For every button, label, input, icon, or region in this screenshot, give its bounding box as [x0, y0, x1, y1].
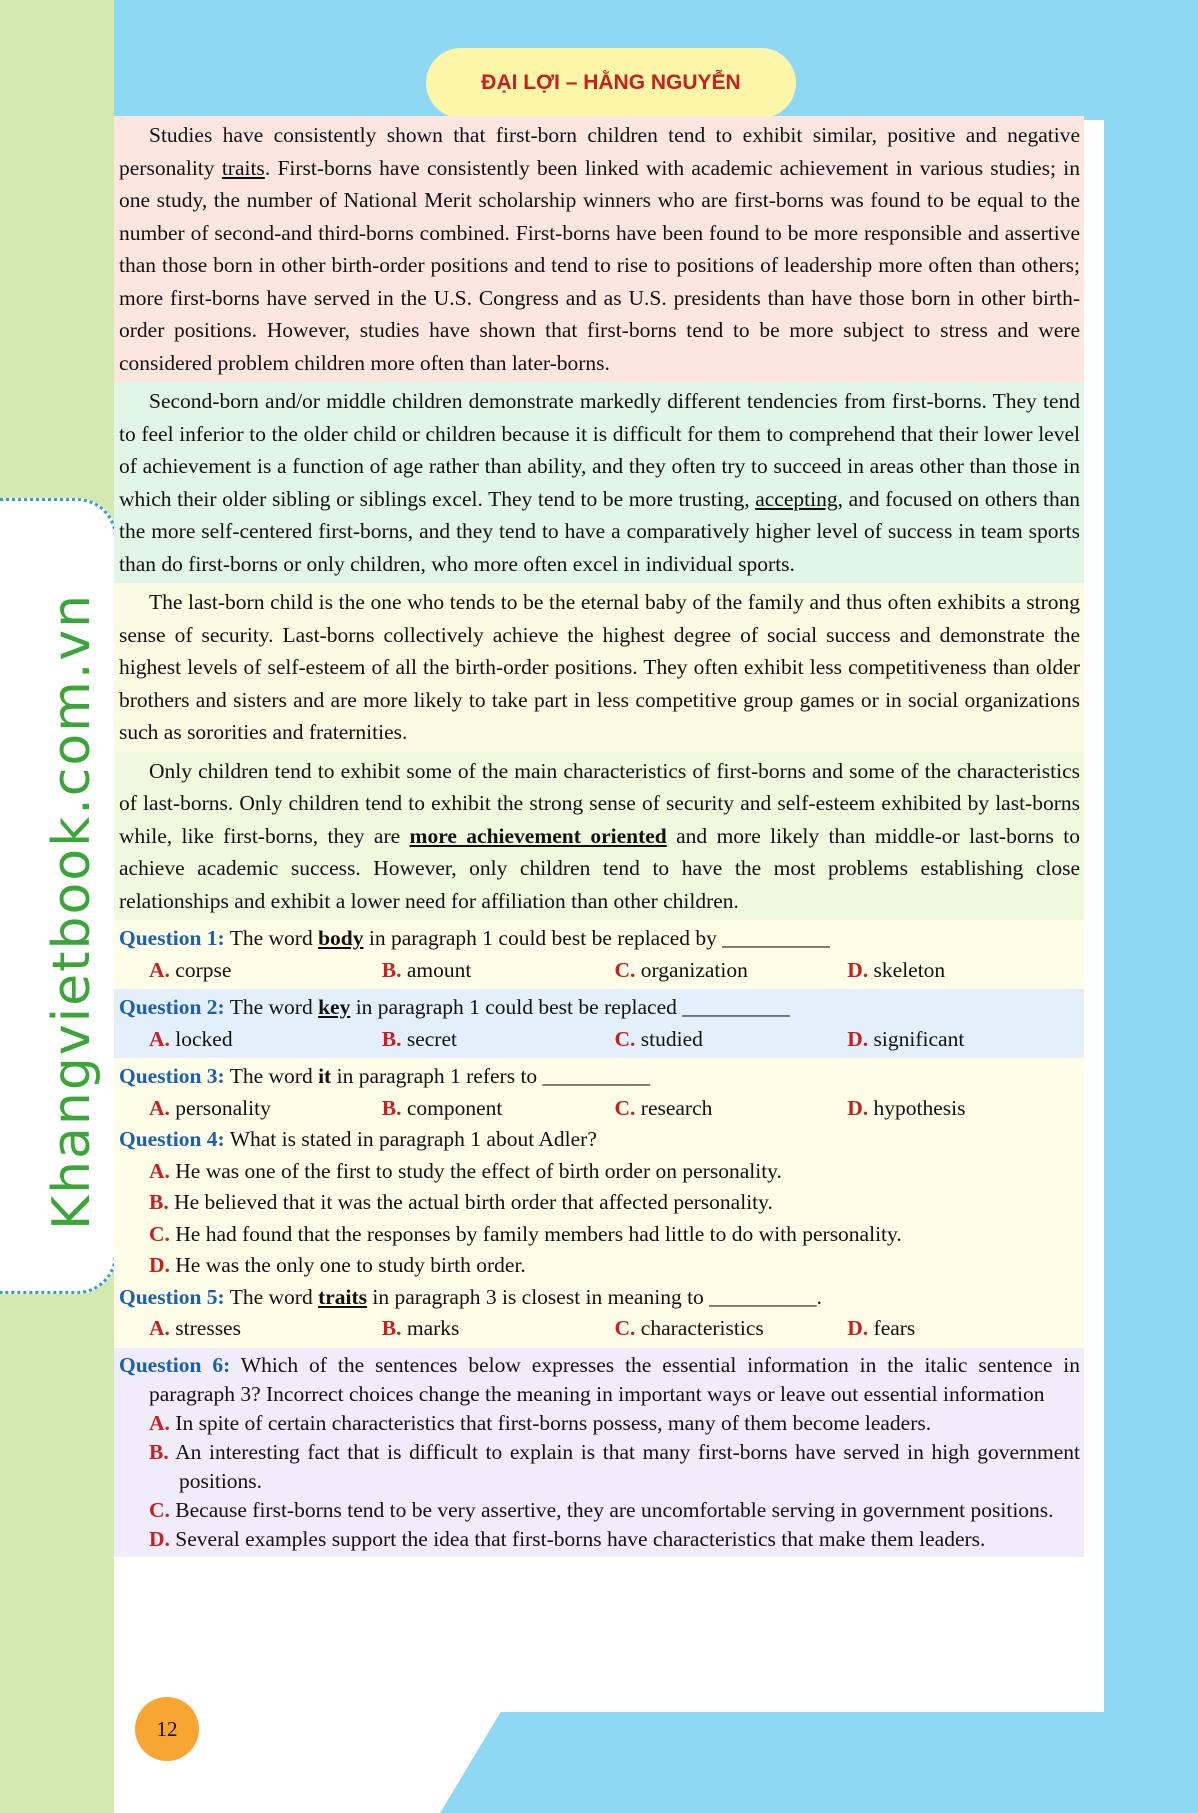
- question-6-stem: Question 6: Which of the sentences below expresses the essential information in the italic sentence in paragraph 3? Incorrect choices change the meaning in important ways or leave out essential information: [119, 1352, 1080, 1406]
- option-a[interactable]: A. locked: [149, 1026, 233, 1051]
- question-stem: Question 1: The word body in paragraph 1 could best be replaced by __________: [119, 926, 830, 950]
- option-a[interactable]: A. corpse: [149, 957, 232, 982]
- options: [119, 955, 1080, 987]
- question-4-stem: Question 4: What is stated in paragraph 1 about Adler?: [119, 1127, 597, 1151]
- website-watermark: Khangvietbook.com.vn: [42, 592, 102, 1230]
- option-b[interactable]: B. He believed that it was the actual birth order that affected personality.: [149, 1190, 773, 1214]
- options: [119, 1024, 1080, 1056]
- underlined-phrase: more achievement oriented: [409, 823, 667, 848]
- option-d[interactable]: D. skeleton: [847, 957, 946, 982]
- option-c[interactable]: C. characteristics: [614, 1316, 764, 1340]
- option-b[interactable]: B. component: [381, 1095, 503, 1120]
- option-c[interactable]: C. studied: [614, 1026, 703, 1051]
- page-number: 12: [135, 1697, 199, 1761]
- option-d[interactable]: D. fears: [847, 1316, 916, 1340]
- option-a[interactable]: A. He was one of the first to study the effect of birth order on personality.: [149, 1158, 782, 1183]
- header-title: ĐẠI LỢI – HẰNG NGUYỄN: [426, 48, 796, 118]
- option-c[interactable]: C. organization: [614, 957, 748, 982]
- option-d[interactable]: D. Several examples support the idea that first-borns have characteristics that make them leaders.: [149, 1526, 986, 1551]
- option-b[interactable]: B. amount: [381, 957, 472, 982]
- question-6: [114, 1348, 1084, 1557]
- question-5-options: [119, 1313, 1080, 1345]
- option-b[interactable]: B. marks: [381, 1316, 460, 1340]
- option-d[interactable]: D. hypothesis: [847, 1095, 966, 1120]
- option-a[interactable]: A. stresses: [149, 1316, 241, 1340]
- paragraph-1: Studies have consistently shown that first-born children tend to exhibit similar, positive and negative personality traits. First-borns have consistently been linked with academic achievement in various studies; in one study, the number of National Merit scholarship winners who are first-borns was found to be equal to the number of second-and third-borns combined. First-borns have been found to be more responsible and assertive than those born in other birth-order positions and tend to rise to positions of leadership more often than others; more first-borns have served in the U.S. Congress and as U.S. presidents than have those born in other birth-order positions. However, studies have shown that first-borns tend to be more subject to stress and were considered problem children more often than later-borns.: [114, 116, 1084, 382]
- option-c[interactable]: C. research: [614, 1095, 713, 1120]
- question-1: [114, 920, 1084, 989]
- bottom-wave: [440, 1712, 1198, 1813]
- paragraph-2: Second-born and/or middle children demonstrate markedly different tendencies from first-borns. They tend to feel inferior to the older child or children because it is difficult for them to comprehend that their lower level of achievement is a function of age rather than ability, and they often try to succeed in areas other than those in which their older sibling or siblings excel. They tend to be more trusting, accepting, and focused on others than the more self-centered first-borns, and they tend to have a comparatively higher level of success in team sports than do first-borns or only children, who more often excel in individual sports.: [114, 382, 1084, 583]
- option-a[interactable]: A. personality: [149, 1095, 271, 1120]
- option-d[interactable]: D. He was the only one to study birth order.: [149, 1253, 526, 1277]
- question-stem: Question 2: The word key in paragraph 1 could best be replaced __________: [119, 995, 790, 1019]
- paragraph-4: Only children tend to exhibit some of the main characteristics of first-borns and some of the characteristics of last-borns. Only children tend to exhibit the strong sense of security and self-esteem exhibited by last-borns while, like first-borns, they are more achievement oriented and more likely than middle-or last-borns to achieve academic success. However, only children tend to have the most problems establishing close relationships and exhibit a lower need for affiliation than other children.: [114, 752, 1084, 921]
- page-content: [114, 116, 1084, 1557]
- paragraph-3: The last-born child is the one who tends to be the eternal baby of the family and thus often exhibits a strong sense of security. Last-borns collectively achieve the highest degree of social success and demonstrate the highest levels of self-esteem of all the birth-order positions. They often exhibit less competitiveness than older brothers and sisters and are more likely to take part in less competitive group games or in social organizations such as sororities and fraternities.: [114, 583, 1084, 752]
- underlined-word: accepting: [755, 486, 838, 511]
- question-5-stem: Question 5: The word traits in paragraph 3 is closest in meaning to __________.: [119, 1284, 823, 1309]
- option-b[interactable]: B. An interesting fact that is difficult to explain is that many first-borns have served in high government positions.: [149, 1439, 1080, 1493]
- option-c[interactable]: C. He had found that the responses by family members had little to do with personality.: [149, 1221, 902, 1246]
- underlined-word: traits: [221, 155, 265, 180]
- question-3-stem: Question 3: The word it in paragraph 1 refers to __________: [119, 1064, 651, 1088]
- option-d[interactable]: D. significant: [847, 1026, 965, 1051]
- right-strip-gap: [1084, 120, 1104, 1813]
- option-b[interactable]: B. secret: [381, 1026, 457, 1051]
- option-c[interactable]: C. Because first-borns tend to be very assertive, they are uncomfortable serving in government positions.: [149, 1497, 1054, 1522]
- questions-3-5: [114, 1058, 1084, 1348]
- option-a[interactable]: A. In spite of certain characteristics that first-borns possess, many of them become leaders.: [149, 1410, 932, 1435]
- question-2: [114, 989, 1084, 1058]
- question-3-options: [119, 1093, 1080, 1125]
